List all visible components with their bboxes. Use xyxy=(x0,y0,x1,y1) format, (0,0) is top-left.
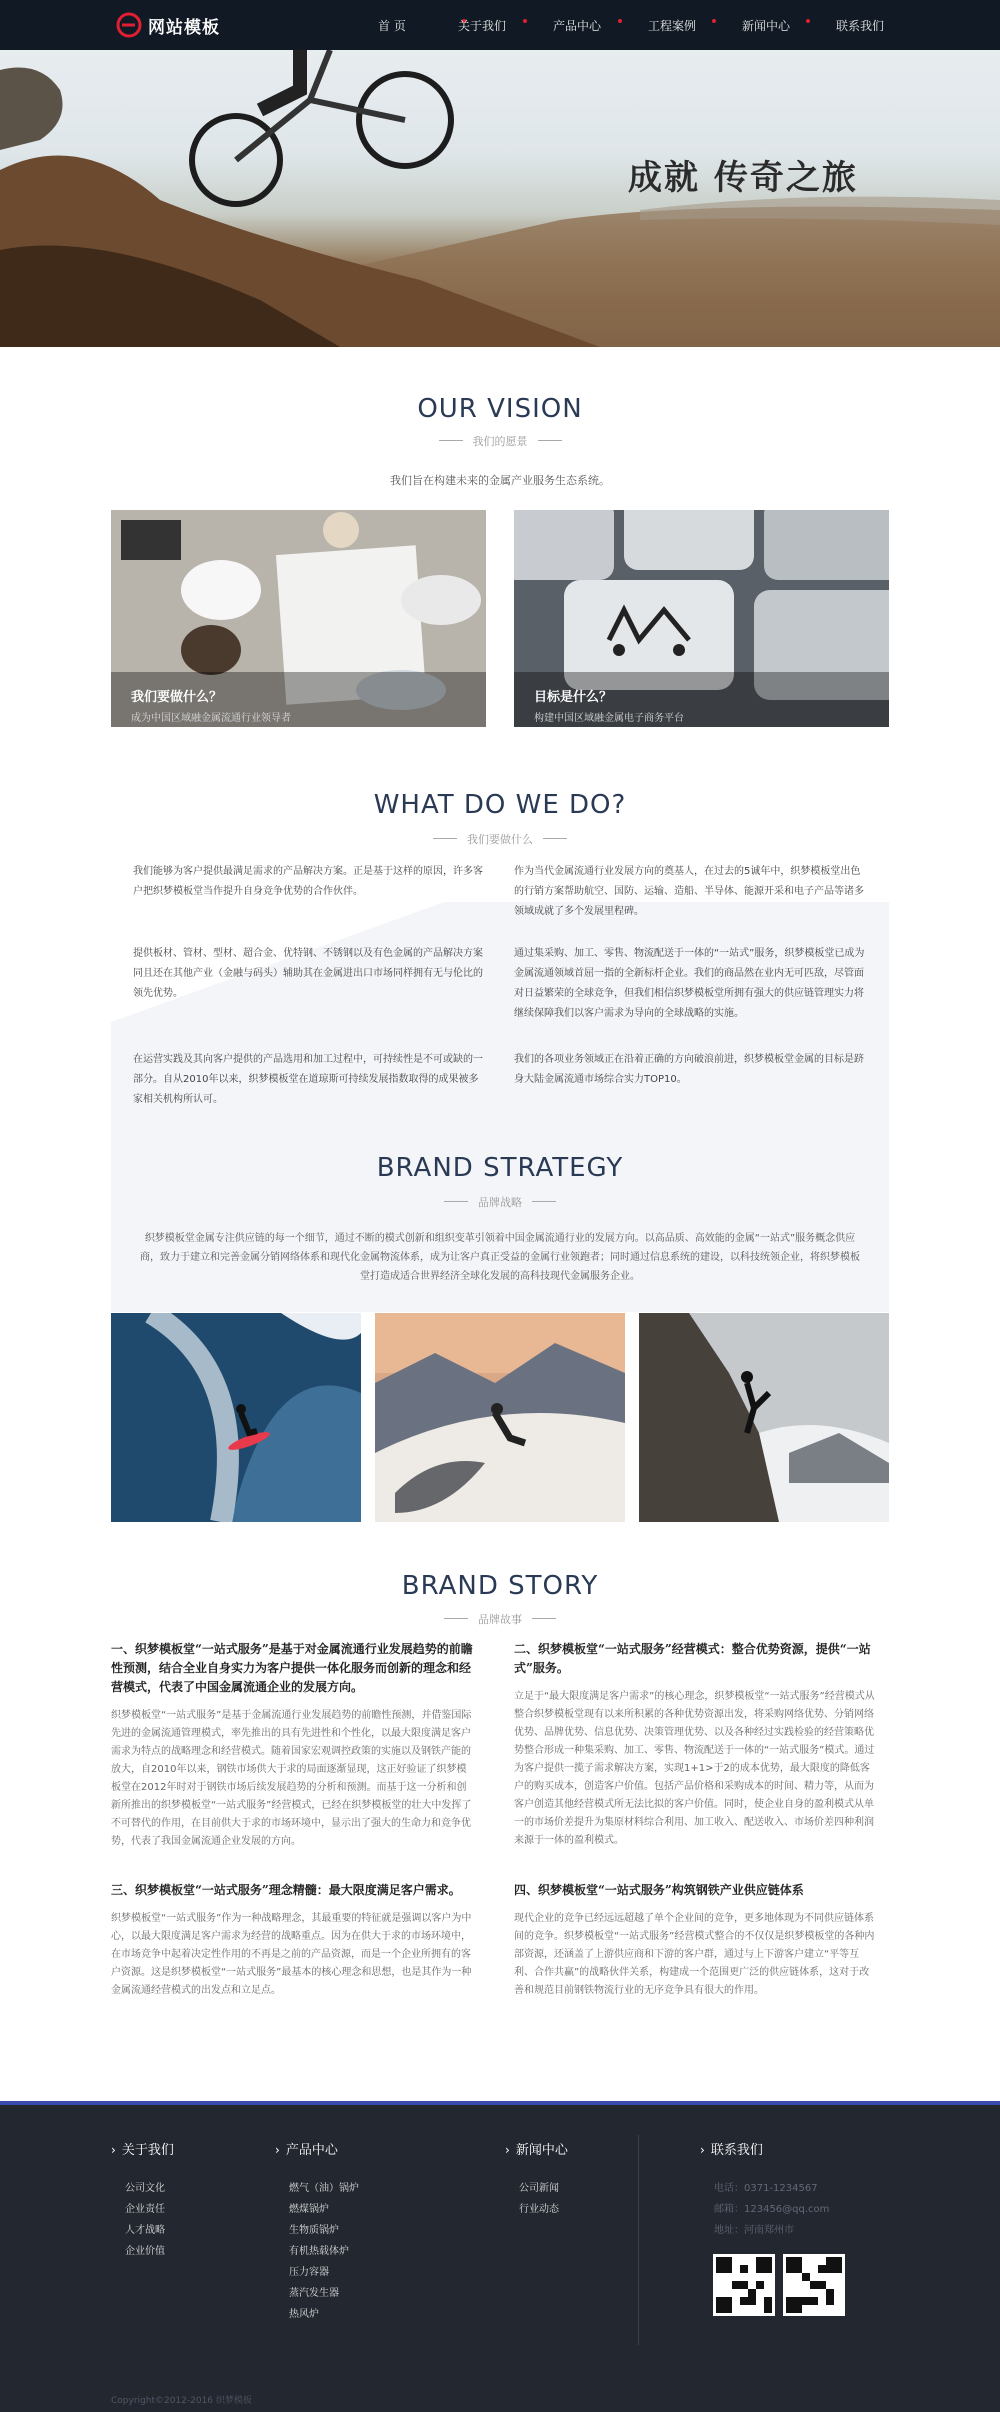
nav-item-news[interactable] xyxy=(742,0,836,50)
brand-story-item xyxy=(111,1640,473,1851)
footer-link[interactable]: 企业责任 xyxy=(125,2204,165,2215)
footer-col-contact xyxy=(700,2139,829,2241)
chevron-right-icon: › xyxy=(505,2143,510,2157)
what-we-do-paragraph: 通过集采购、加工、零售、物流配送于一体的“一站式”服务，织梦模板堂已成为金属流通领域首屈一指的全新标杆企业。我们的商品然在业内无可匹敌，尽管面对日益繁荣的全球竞争，但我们相信织梦模板堂所拥有强大的供应链管理实力将继续保障我们以客户需求为导向的全球战略的实施。 xyxy=(514,948,865,1019)
what-we-do-subtitle xyxy=(0,831,1000,847)
nav-item-cases[interactable] xyxy=(648,0,742,50)
nav-item-products[interactable] xyxy=(553,0,648,50)
vision-intro: 我们旨在构建未来的金属产业服务生态系统。 xyxy=(390,474,610,487)
qr-code-pattern xyxy=(786,2257,842,2313)
footer-col-about xyxy=(111,2139,174,2262)
what-we-do-paragraph: 我们能够为客户提供最满足需求的产品解决方案。正是基于这样的原因，许多客户把织梦模板堂当作提升自身竞争优势的合作伙伴。 xyxy=(133,866,483,897)
climbing-illustration xyxy=(639,1313,889,1522)
qr-code-icon xyxy=(783,2254,845,2316)
footer-heading-text: 联系我们 xyxy=(710,2143,763,2158)
brand-strategy-subtitle xyxy=(0,1194,1000,1210)
nav-label: 新闻中心 xyxy=(742,19,791,33)
what-we-do-paragraph: 在运营实践及其向客户提供的产品选用和加工过程中，可持续性是不可或缺的一部分。自从2010年以来，织梦模板堂在道琼斯可持续发展指数取得的成果被多家相关机构所认可。 xyxy=(133,1054,483,1105)
vision-title: OUR VISION xyxy=(417,394,583,424)
vision-card-what[interactable] xyxy=(111,510,486,727)
footer-link[interactable]: 燃煤锅炉 xyxy=(289,2204,329,2215)
footer-link[interactable]: 蒸汽发生器 xyxy=(289,2288,339,2299)
surfing-image[interactable] xyxy=(111,1313,361,1522)
brand-strategy-text: 织梦模板堂金属专注供应链的每一个细节，通过不断的模式创新和组织变革引领着中国金属流通行业的发展方向。以高品质、高效能的金属“一站式”服务概念供应商，致力于建立和完善金属分销网络体系和现代化金属物流体系，成为让客户真正受益的金属行业领跑者；同时通过信息系统的建设，以科技统领企业，将织梦模板堂打造成适合世界经济全球化发展的高科技现代金属服务企业。 xyxy=(140,1233,860,1282)
contact-phone: 电话：0371-1234567 xyxy=(714,2183,818,2194)
chevron-right-icon: › xyxy=(111,2143,116,2157)
footer-divider xyxy=(638,2135,639,2345)
brand-story-subtitle-text: 品牌故事 xyxy=(468,1611,532,1627)
chevron-right-icon: › xyxy=(275,2143,280,2157)
nav-label: 联系我们 xyxy=(836,19,885,33)
nav-dot xyxy=(618,19,622,23)
brand-story-heading: 三、织梦模板堂“一站式服务”理念精髓：最大限度满足客户需求。 xyxy=(111,1883,461,1897)
footer-link[interactable]: 公司文化 xyxy=(125,2183,165,2194)
site-footer xyxy=(0,2101,1000,2412)
footer-heading[interactable] xyxy=(275,2139,359,2158)
footer-link[interactable]: 企业价值 xyxy=(125,2246,165,2257)
brand-strategy-subtitle-text: 品牌战略 xyxy=(468,1194,532,1210)
skiing-illustration xyxy=(375,1313,625,1522)
vision-card-desc: 构建中国区域融金属电子商务平台 xyxy=(534,713,684,724)
vision-card-title: 目标是什么？ xyxy=(534,690,613,705)
what-we-do-paragraph: 我们的各项业务领域正在沿着正确的方向破浪前进，织梦模板堂金属的目标是跻身大陆金属流通市场综合实力TOP10。 xyxy=(514,1054,864,1085)
footer-link[interactable]: 压力容器 xyxy=(289,2267,329,2278)
footer-col-products xyxy=(275,2139,359,2325)
what-we-do-paragraph: 作为当代金属流通行业发展方向的奠基人，在过去的5诚年中，织梦模板堂出色的行销方案帮助航空、国防、运输、造船、半导体、能源开采和电子产品等诸多领域成就了多个发展里程碑。 xyxy=(514,866,864,917)
brand-story-item xyxy=(514,1881,876,2000)
footer-link[interactable]: 行业动态 xyxy=(519,2204,559,2215)
brand-story-body: 织梦模板堂“一站式服务”是基于金属流通行业发展趋势的前瞻性预测，并借鉴国际先进的金属流通管理模式，率先推出的具有先进性和个性化，以最大限度满足客户需求为特点的战略理念和经营模式。随着国家宏观调控政策的实施以及钢铁产能的放大，自2010年以来，钢铁市场供大于求的局面逐渐显现，这正好验证了织梦模板堂在2012年时对于钢铁市场后续发展趋势的分析和预测。而基于这一分析和创新所推出的织梦模板堂“一站式服务”经营模式，已经在织梦模板堂的壮大中发挥了不可替代的作用，在目前供大于求的市场环境中，显示出了强大的生命力和竞争优势，代表了我国金属流通企业发展的方向。 xyxy=(111,1710,472,1847)
qr-code-pattern xyxy=(716,2257,772,2313)
vision-card-caption xyxy=(514,672,889,727)
nav-dot xyxy=(523,19,527,23)
chevron-right-icon: › xyxy=(700,2143,705,2157)
brand-story-heading: 四、织梦模板堂“一站式服务”构筑钢铁产业供应链体系 xyxy=(514,1883,804,1897)
main-nav xyxy=(372,0,896,50)
surfing-illustration xyxy=(111,1313,361,1522)
nav-label: 首 页 xyxy=(378,19,406,33)
vision-subtitle-text: 我们的愿景 xyxy=(463,433,538,449)
footer-heading[interactable] xyxy=(505,2139,568,2158)
hero-banner xyxy=(0,50,1000,347)
nav-dot xyxy=(806,19,810,23)
brand-story-item xyxy=(514,1640,876,1850)
brand-story-body: 现代企业的竞争已经远远超越了单个企业间的竞争，更多地体现为不同供应链体系间的竞争。织梦模板堂“一站式服务”经营模式整合的不仅仅是织梦模板堂的各种内部资源，还涵盖了上游供应商和下游的客户群，通过与上下游客户建立“平等互利、合作共赢”的战略伙伴关系，构建成一个范围更广泛的供应链体系，这对于改善和规范目前钢铁物流行业的无序竞争具有很大的作用。 xyxy=(514,1913,875,1996)
logo-icon xyxy=(116,12,142,38)
footer-link[interactable]: 人才战略 xyxy=(125,2225,165,2236)
footer-link[interactable]: 生物质锅炉 xyxy=(289,2225,339,2236)
nav-item-about[interactable] xyxy=(458,0,553,50)
what-we-do-subtitle-text: 我们要做什么 xyxy=(457,831,543,847)
footer-heading[interactable] xyxy=(111,2139,174,2158)
site-header xyxy=(0,0,1000,50)
brand-story-title: BRAND STORY xyxy=(401,1571,599,1601)
vision-card-title: 我们要做什么？ xyxy=(131,690,223,705)
nav-dot xyxy=(712,19,716,23)
brand-story-item xyxy=(111,1881,473,2000)
footer-link[interactable]: 公司新闻 xyxy=(519,2183,559,2194)
brand-story-heading: 二、织梦模板堂“一站式服务”经营模式：整合优势资源，提供“一站式”服务。 xyxy=(514,1642,871,1675)
footer-heading[interactable] xyxy=(700,2139,829,2158)
skiing-image[interactable] xyxy=(375,1313,625,1522)
nav-label: 工程案例 xyxy=(648,19,697,33)
logo[interactable] xyxy=(116,12,220,38)
footer-heading-text: 产品中心 xyxy=(285,2143,338,2158)
contact-address: 地址：河南郑州市 xyxy=(714,2225,794,2236)
nav-item-contact[interactable] xyxy=(836,0,896,50)
what-we-do-paragraph: 提供板材、管材、型材、超合金、优特钢、不锈钢以及有色金属的产品解决方案同且还在其他产业（金融与码头）辅助其在金属进出口市场同样拥有无与伦比的领先优势。 xyxy=(133,948,483,999)
banner-title: 成就 传奇之旅 xyxy=(628,158,858,198)
brand-story-heading: 一、织梦模板堂“一站式服务”是基于对金属流通行业发展趋势的前瞻性预测，结合全业自身实力为客户提供一体化服务而创新的理念和经营模式，代表了中国金属流通企业的发展方向。 xyxy=(111,1642,473,1694)
footer-link[interactable]: 有机热载体炉 xyxy=(289,2246,349,2257)
brand-story-body: 织梦模板堂“一站式服务”作为一种战略理念，其最重要的特征就是强调以客户为中心，以最大限度满足客户需求为经营的战略重点。因为在供大于求的市场环境中，在市场竞争中起着决定性作用的不再是之前的产品资源，而是一个企业所拥有的客户资源。这是织梦模板堂“一站式服务”最基本的核心理念和思想，也是其作为一种金属流通经营模式的出发点和立足点。 xyxy=(111,1913,472,1996)
brand-strategy-title: BRAND STRATEGY xyxy=(376,1153,624,1183)
footer-link[interactable]: 热风炉 xyxy=(289,2309,319,2320)
footer-heading-text: 关于我们 xyxy=(121,2143,174,2158)
vision-card-caption xyxy=(111,672,486,727)
brand-story-body: 立足于“最大限度满足客户需求”的核心理念，织梦模板堂“一站式服务”经营模式从整合织梦模板堂现有以来所积累的各种优势资源出发，将采购网络优势、分销网络优势、品牌优势、信息优势、决策管理优势、以及各种经过实践检验的经营策略优势整合形成一种集采购、加工、零售、物流配送于一体的“一站式服务”模式。通过为客户提供一揽子需求解决方案，实现1+1>于2的成本优势，最大限度的降低客户的购买成本，创造客户价值。包括产品价格和采购成本的时间、精力等，从而为客户创造其他经营模式所无法比拟的客户价值。同时，使企业自身的盈利模式从单一的市场价差提升为集原材料综合利用、加工收入、配送收入、市场价差四种利润来源于一体的盈利模式。 xyxy=(514,1691,875,1846)
qr-code-icon xyxy=(713,2254,775,2316)
footer-link[interactable]: 燃气（油）锅炉 xyxy=(289,2183,359,2194)
brand-story-subtitle xyxy=(0,1611,1000,1627)
copyright: Copyright©2012-2016 织梦模板 xyxy=(111,2396,252,2406)
nav-item-home[interactable] xyxy=(378,0,458,50)
footer-col-news xyxy=(505,2139,568,2220)
nav-label: 产品中心 xyxy=(553,19,602,33)
what-we-do-title: WHAT DO WE DO? xyxy=(373,790,627,820)
vision-subtitle xyxy=(0,433,1000,449)
vision-card-goal[interactable] xyxy=(514,510,889,727)
nav-label: 关于我们 xyxy=(458,19,507,33)
climbing-image[interactable] xyxy=(639,1313,889,1522)
logo-text: 网站模板 xyxy=(148,17,220,38)
vision-card-desc: 成为中国区域融金属流通行业领导者 xyxy=(131,713,291,724)
contact-email[interactable]: 邮箱：123456@qq.com xyxy=(714,2204,830,2215)
footer-heading-text: 新闻中心 xyxy=(515,2143,568,2158)
